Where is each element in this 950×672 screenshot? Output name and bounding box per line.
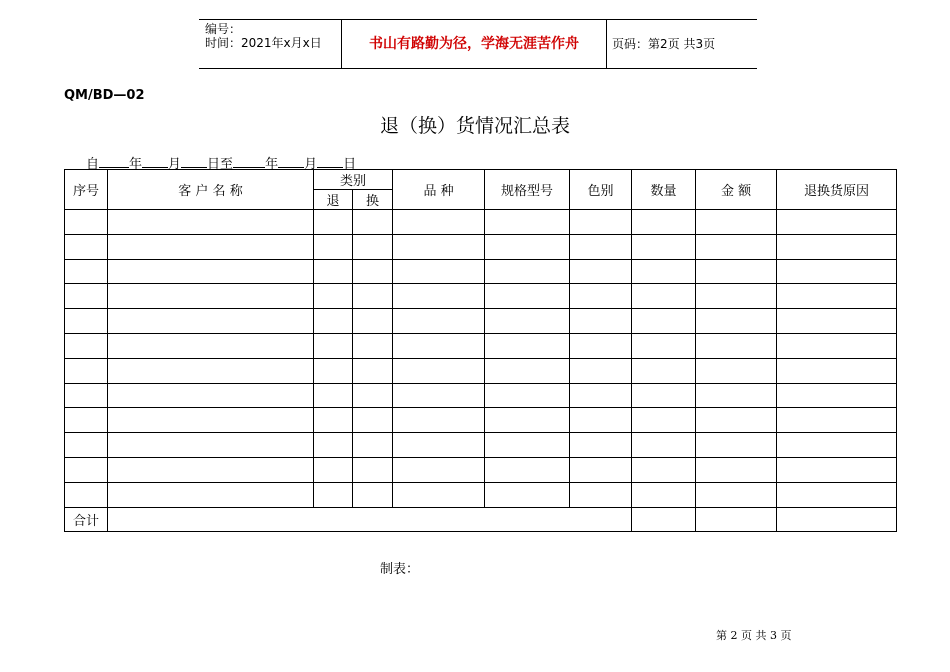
- cell[interactable]: [570, 210, 632, 235]
- cell[interactable]: [696, 234, 777, 259]
- cell[interactable]: [353, 259, 393, 284]
- cell[interactable]: [485, 482, 570, 507]
- table-row: [65, 333, 897, 358]
- month2-blank[interactable]: [278, 155, 304, 168]
- cell[interactable]: [314, 259, 353, 284]
- cell[interactable]: [393, 284, 485, 309]
- month-label: 月: [168, 157, 182, 172]
- cell[interactable]: [777, 358, 897, 383]
- cell[interactable]: [696, 309, 777, 334]
- cell[interactable]: [777, 433, 897, 458]
- table-row: [65, 457, 897, 482]
- cell[interactable]: [65, 457, 108, 482]
- cell[interactable]: [65, 284, 108, 309]
- cell[interactable]: [632, 383, 696, 408]
- cell[interactable]: [777, 457, 897, 482]
- cell[interactable]: [65, 482, 108, 507]
- header-meta: [199, 20, 341, 68]
- cell[interactable]: [65, 234, 108, 259]
- table-row: [65, 234, 897, 259]
- total-span-cell[interactable]: [108, 507, 632, 532]
- table-row: [65, 408, 897, 433]
- cell[interactable]: [632, 234, 696, 259]
- cell[interactable]: [632, 259, 696, 284]
- cell[interactable]: [696, 457, 777, 482]
- header-qty: 数量: [632, 170, 696, 210]
- header-return: 退: [314, 190, 353, 210]
- header-page-info: 页码：第2页 共3页: [612, 37, 716, 51]
- cell[interactable]: [314, 358, 353, 383]
- cell[interactable]: [393, 358, 485, 383]
- cell[interactable]: [108, 210, 314, 235]
- year2-blank[interactable]: [233, 155, 265, 168]
- cell[interactable]: [65, 210, 108, 235]
- cell[interactable]: [777, 383, 897, 408]
- cell[interactable]: [632, 333, 696, 358]
- cell[interactable]: [314, 309, 353, 334]
- cell[interactable]: [108, 457, 314, 482]
- header-seq: 序号: [65, 170, 108, 210]
- cell[interactable]: [485, 284, 570, 309]
- cell[interactable]: [353, 234, 393, 259]
- table-row: [65, 284, 897, 309]
- cell[interactable]: [353, 284, 393, 309]
- table-row: [65, 259, 897, 284]
- cell[interactable]: [108, 234, 314, 259]
- cell[interactable]: [570, 358, 632, 383]
- table-row: [65, 433, 897, 458]
- cell[interactable]: [65, 433, 108, 458]
- cell[interactable]: [353, 482, 393, 507]
- cell[interactable]: [485, 333, 570, 358]
- doc-code: QM/BD—02: [64, 88, 145, 103]
- cell[interactable]: [570, 482, 632, 507]
- cell[interactable]: [314, 408, 353, 433]
- cell[interactable]: [65, 408, 108, 433]
- cell[interactable]: [314, 457, 353, 482]
- cell[interactable]: [777, 408, 897, 433]
- cell[interactable]: [65, 333, 108, 358]
- day-blank[interactable]: [181, 155, 207, 168]
- cell[interactable]: [108, 259, 314, 284]
- total-label: 合计: [65, 507, 108, 532]
- cell[interactable]: [393, 383, 485, 408]
- document-header: [199, 19, 757, 69]
- cell[interactable]: [570, 259, 632, 284]
- cell[interactable]: [696, 210, 777, 235]
- cell[interactable]: [696, 408, 777, 433]
- cell[interactable]: [65, 358, 108, 383]
- table-row: [65, 309, 897, 334]
- cell[interactable]: [777, 284, 897, 309]
- header-variety: 品 种: [393, 170, 485, 210]
- cell[interactable]: [696, 383, 777, 408]
- year-blank[interactable]: [99, 155, 129, 168]
- year2-label: 年: [265, 157, 279, 172]
- cell[interactable]: [314, 433, 353, 458]
- day2-label: 日: [343, 157, 357, 172]
- header-spec: 规格型号: [485, 170, 570, 210]
- cell[interactable]: [570, 333, 632, 358]
- cell[interactable]: [632, 309, 696, 334]
- cell[interactable]: [570, 457, 632, 482]
- table-row: [65, 358, 897, 383]
- cell[interactable]: [570, 309, 632, 334]
- cell[interactable]: [632, 210, 696, 235]
- table-row: [65, 210, 897, 235]
- cell[interactable]: [485, 433, 570, 458]
- cell[interactable]: [485, 309, 570, 334]
- header-exchange: 换: [353, 190, 393, 210]
- cell[interactable]: [696, 284, 777, 309]
- motto: 书山有路勤为径，学海无涯苦作舟: [341, 20, 607, 68]
- cell[interactable]: [108, 408, 314, 433]
- cell[interactable]: [485, 210, 570, 235]
- date-from-label: 自: [86, 157, 100, 172]
- cell[interactable]: [353, 383, 393, 408]
- cell[interactable]: [777, 234, 897, 259]
- header-customer: 客 户 名 称: [108, 170, 314, 210]
- summary-table: [64, 169, 897, 532]
- cell[interactable]: [696, 259, 777, 284]
- cell[interactable]: [353, 408, 393, 433]
- cell[interactable]: [314, 383, 353, 408]
- cell[interactable]: [393, 259, 485, 284]
- header-reason: 退换货原因: [777, 170, 897, 210]
- cell[interactable]: [485, 457, 570, 482]
- cell[interactable]: [485, 383, 570, 408]
- table-row: [65, 482, 897, 507]
- cell[interactable]: [353, 457, 393, 482]
- cell[interactable]: [393, 234, 485, 259]
- total-qty-cell[interactable]: [632, 507, 696, 532]
- cell[interactable]: [108, 482, 314, 507]
- total-row: [65, 507, 897, 532]
- cell[interactable]: [393, 482, 485, 507]
- cell[interactable]: [314, 482, 353, 507]
- cell[interactable]: [65, 309, 108, 334]
- cell[interactable]: [696, 333, 777, 358]
- cell[interactable]: [108, 358, 314, 383]
- page-title: 退（换）货情况汇总表: [379, 115, 570, 137]
- cell[interactable]: [696, 482, 777, 507]
- cell[interactable]: [353, 433, 393, 458]
- cell[interactable]: [570, 408, 632, 433]
- cell[interactable]: [777, 259, 897, 284]
- year-label: 年: [129, 157, 143, 172]
- cell[interactable]: [632, 457, 696, 482]
- cell[interactable]: [777, 482, 897, 507]
- cell[interactable]: [696, 433, 777, 458]
- cell[interactable]: [65, 383, 108, 408]
- number-label: 编号：: [205, 22, 242, 36]
- cell[interactable]: [393, 309, 485, 334]
- month2-label: 月: [304, 157, 318, 172]
- cell[interactable]: [353, 333, 393, 358]
- maker-label: 制表：: [380, 562, 420, 577]
- cell[interactable]: [485, 234, 570, 259]
- cell[interactable]: [393, 457, 485, 482]
- cell[interactable]: [485, 259, 570, 284]
- cell[interactable]: [353, 309, 393, 334]
- header-category: 类别: [314, 170, 393, 190]
- cell[interactable]: [108, 433, 314, 458]
- cell[interactable]: [632, 433, 696, 458]
- cell[interactable]: [570, 433, 632, 458]
- page-footer: 第 2 页 共 3 页: [716, 629, 792, 642]
- cell[interactable]: [632, 482, 696, 507]
- cell[interactable]: [570, 383, 632, 408]
- cell[interactable]: [393, 408, 485, 433]
- cell[interactable]: [632, 408, 696, 433]
- cell[interactable]: [393, 210, 485, 235]
- cell[interactable]: [353, 358, 393, 383]
- month-blank[interactable]: [142, 155, 168, 168]
- day2-blank[interactable]: [317, 155, 343, 168]
- table-row: [65, 383, 897, 408]
- cell[interactable]: [570, 284, 632, 309]
- day-to-label: 日至: [207, 157, 234, 172]
- cell[interactable]: [393, 333, 485, 358]
- cell[interactable]: [632, 358, 696, 383]
- cell[interactable]: [108, 309, 314, 334]
- cell[interactable]: [108, 333, 314, 358]
- cell[interactable]: [485, 358, 570, 383]
- cell[interactable]: [314, 234, 353, 259]
- cell[interactable]: [485, 408, 570, 433]
- cell[interactable]: [632, 284, 696, 309]
- cell[interactable]: [393, 433, 485, 458]
- cell[interactable]: [108, 284, 314, 309]
- cell[interactable]: [777, 210, 897, 235]
- cell[interactable]: [65, 259, 108, 284]
- cell[interactable]: [777, 309, 897, 334]
- header-amount: 金 额: [696, 170, 777, 210]
- cell[interactable]: [696, 358, 777, 383]
- cell[interactable]: [353, 210, 393, 235]
- cell[interactable]: [570, 234, 632, 259]
- cell[interactable]: [108, 383, 314, 408]
- header-color: 色别: [570, 170, 632, 210]
- cell[interactable]: [777, 333, 897, 358]
- time-label: 时间：2021年x月x日: [205, 36, 322, 50]
- cell[interactable]: [314, 210, 353, 235]
- total-reason-cell[interactable]: [777, 507, 897, 532]
- cell[interactable]: [314, 333, 353, 358]
- total-amount-cell[interactable]: [696, 507, 777, 532]
- cell[interactable]: [314, 284, 353, 309]
